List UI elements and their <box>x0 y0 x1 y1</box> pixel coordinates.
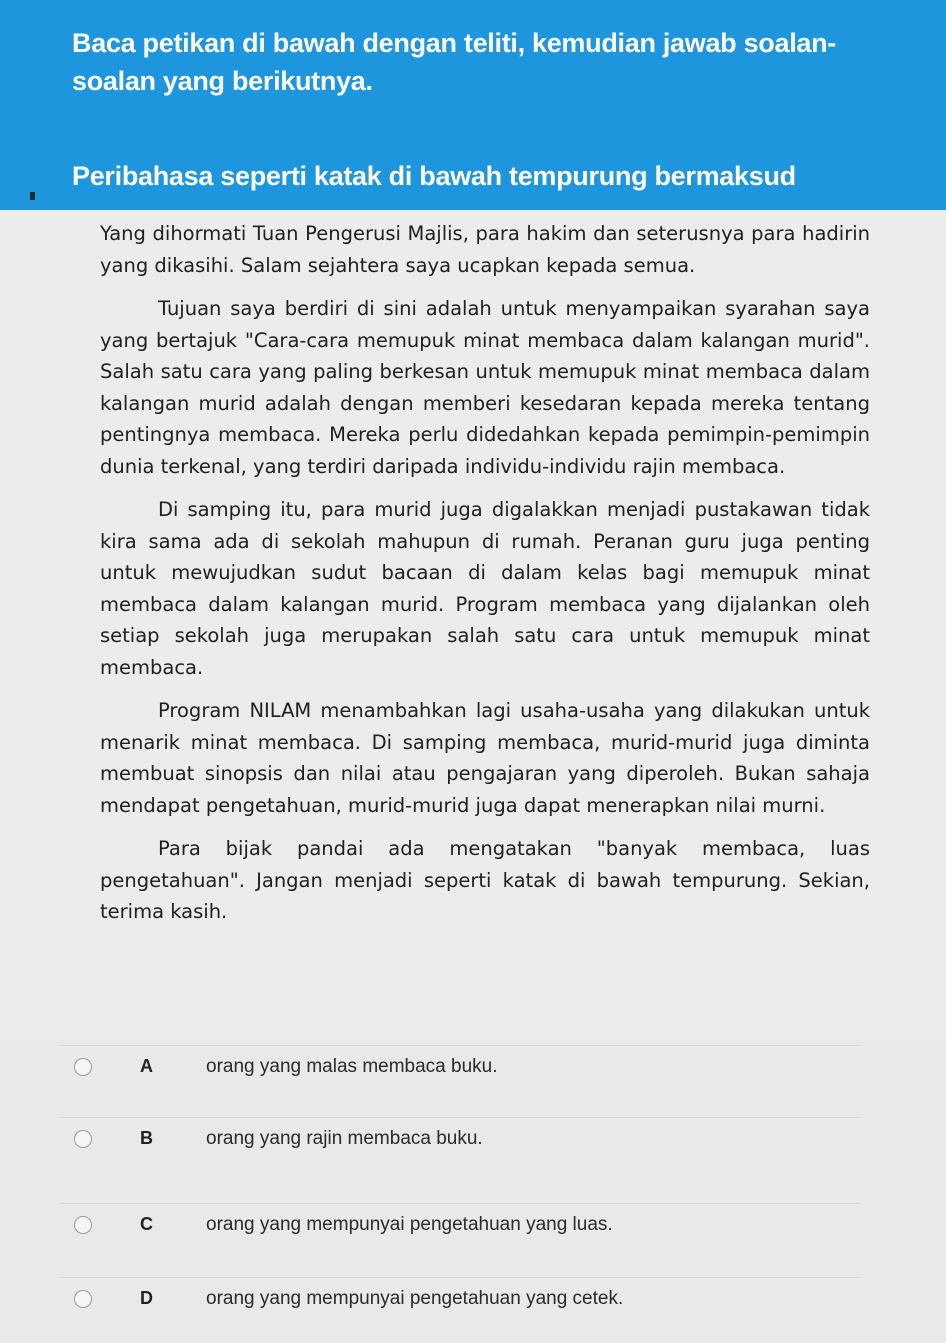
option-a[interactable] <box>60 1045 860 1105</box>
radio-button-b[interactable] <box>74 1130 92 1148</box>
radio-button-d[interactable] <box>74 1290 92 1308</box>
question-text: Peribahasa seperti katak di bawah tempurung bermaksud <box>72 161 796 191</box>
option-b[interactable] <box>60 1117 860 1177</box>
option-c[interactable] <box>60 1203 860 1263</box>
option-text: orang yang mempunyai pengetahuan yang luas. <box>206 1214 613 1235</box>
instruction-text: Baca petikan di bawah dengan teliti, kemudian jawab soalan-soalan yang berikutnya. <box>72 28 836 96</box>
option-letter: D <box>140 1288 153 1308</box>
passage-card <box>0 210 946 1040</box>
option-text: orang yang malas membaca buku. <box>206 1056 498 1077</box>
radio-button-a[interactable] <box>74 1058 92 1076</box>
option-letter: B <box>140 1128 153 1148</box>
option-text: orang yang mempunyai pengetahuan yang cetek. <box>206 1288 624 1309</box>
passage-paragraph-3: Di samping itu, para murid juga digalakkan menjadi pustakawan tidak kira sama ada di sekolah mahupun di rumah. Peranan guru juga penting untuk mewujudkan sudut bacaan di dalam kelas bagi memupuk minat membaca dalam kalangan murid. Program membaca yang dijalankan oleh setiap sekolah juga merupakan salah satu cara untuk memupuk minat membaca. <box>100 498 870 679</box>
radio-button-c[interactable] <box>74 1216 92 1234</box>
option-letter: C <box>140 1214 153 1234</box>
option-letter: A <box>140 1056 153 1076</box>
passage-paragraph-5: Para bijak pandai ada mengatakan "banyak membaca, luas pengetahuan". Jangan menjadi seperti katak di bawah tempurung. Sekian, terima kasih. <box>100 837 870 923</box>
passage <box>100 218 870 928</box>
passage-paragraph-2: Tujuan saya berdiri di sini adalah untuk menyampaikan syarahan saya yang bertajuk "Cara-cara memupuk minat membaca dalam kalangan murid". Salah satu cara yang paling berkesan untuk memupuk minat membaca dalam kalangan murid adalah dengan memberi kesedaran kepada mereka tentang pentingnya membaca. Mereka perlu didedahkan kepada pemimpin-pemimpin dunia terkenal, yang terdiri daripada individu-individu rajin membaca. <box>100 297 870 478</box>
option-d[interactable] <box>60 1277 860 1337</box>
header-marker <box>30 192 35 200</box>
question-header <box>0 0 946 210</box>
passage-paragraph-4: Program NILAM menambahkan lagi usaha-usaha yang dilakukan untuk menarik minat membaca. Di samping membaca, murid-murid juga diminta membuat sinopsis dan nilai atau pengajaran yang diperoleh. Bukan sahaja mendapat pengetahuan, murid-murid juga dapat menerapkan nilai murni. <box>100 699 870 817</box>
passage-paragraph-1: Yang dihormati Tuan Pengerusi Majlis, para hakim dan seterusnya para hadirin yang dikasihi. Salam sejahtera saya ucapkan kepada semua. <box>100 222 870 277</box>
option-text: orang yang rajin membaca buku. <box>206 1128 483 1149</box>
answer-options <box>0 1045 946 1343</box>
